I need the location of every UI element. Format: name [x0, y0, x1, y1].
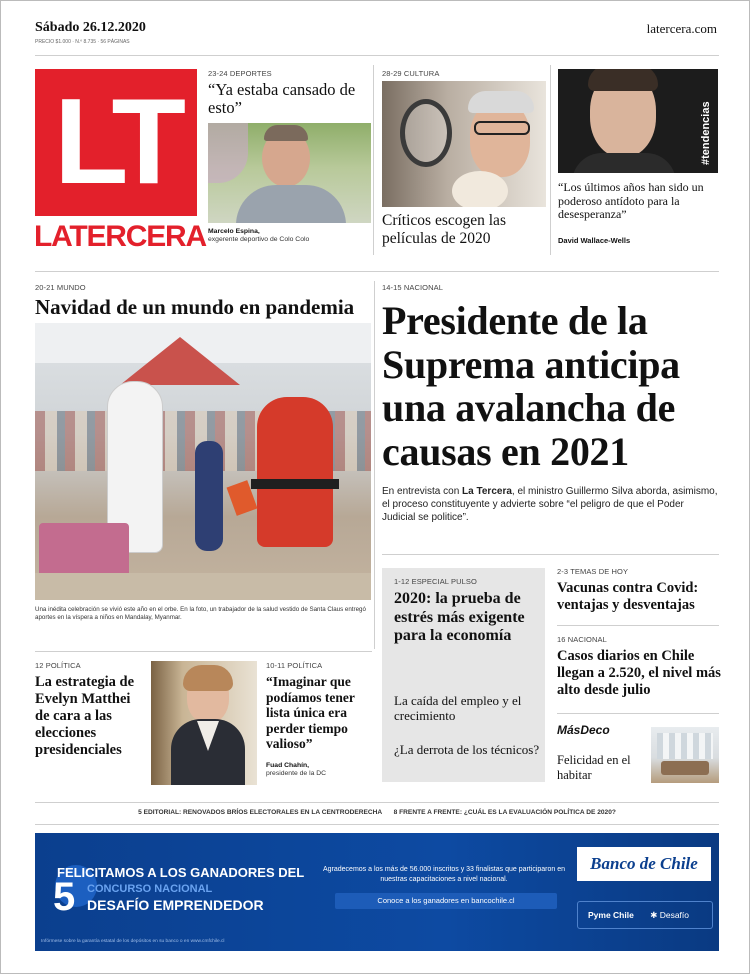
masdeco-headline[interactable]: Felicidad en el habitar	[557, 753, 631, 782]
section-label: 20-21 MUNDO	[35, 283, 86, 292]
pulso-sub1: La caída del empleo y el crecimiento	[394, 693, 522, 723]
masdeco-brand: MásDeco	[557, 723, 610, 737]
ad-line3: DESAFÍO EMPRENDEDOR	[87, 897, 264, 913]
matthei-photo	[151, 661, 257, 785]
pulso-headline: 2020: la prueba de estrés más exigente para la economía	[394, 590, 525, 644]
ad-thanks: Agradecemos a los más de 56.000 inscritos y 33 finalistas que participaron en nuestras capacitaciones a nivel nacional.	[322, 866, 566, 883]
wallace-wells-photo	[558, 69, 718, 173]
issue-date: Sábado 26.12.2020	[35, 20, 146, 35]
section-label: 16 NACIONAL	[557, 635, 607, 644]
partner-logos	[577, 901, 713, 929]
teaser-deportes-quote[interactable]: “Ya estaba cansado de esto”	[208, 80, 356, 117]
casos-headline[interactable]: Casos diarios en Chile llegan a 2.520, el nivel más alto desde julio	[557, 648, 721, 698]
vacunas-headline[interactable]: Vacunas contra Covid: ventajas y desventajas	[557, 580, 699, 613]
section-label: 28-29 CULTURA	[382, 69, 440, 78]
section-label: 2-3 TEMAS DE HOY	[557, 567, 629, 576]
chahin-caption: Fuad Chahín, presidente de la DC	[266, 762, 327, 778]
pulso-sub2: ¿La derrota de los técnicos?	[394, 742, 540, 757]
pulso-box[interactable]	[382, 568, 545, 782]
tendencias-quote[interactable]: “Los últimos años han sido un poderoso antídoto para la desesperanza”	[558, 180, 704, 221]
bank-ad[interactable]	[35, 833, 719, 951]
ad-line2: CONCURSO NACIONAL	[87, 883, 213, 895]
espina-caption: Marcelo Espina, exgerente deportivo de Colo Colo	[208, 228, 310, 244]
section-label: 12 POLÍTICA	[35, 661, 81, 670]
section-label: 23-24 DEPORTES	[208, 69, 272, 78]
tendencias-author: David Wallace-Wells	[558, 236, 631, 245]
santa-photo	[35, 323, 371, 600]
pyme-chile-logo: Pyme Chile	[588, 910, 634, 920]
edition-line: PRECIO $1.000 · N.º 8.735 · 56 PÁGINAS	[35, 39, 130, 45]
section-label: 14-15 NACIONAL	[382, 283, 444, 292]
ad-legal: Infórmese sobre la garantía estatal de los depósitos en su banco o en www.cmfchile.cl	[41, 939, 225, 944]
logo-name: LATERCERA	[34, 220, 206, 253]
politica1-headline[interactable]: La estrategia de Evelyn Matthei de cara a las elecciones presidenciales	[35, 674, 135, 758]
lead-body: En entrevista con La Tercera, el ministro Guillermo Silva aborda, asimismo, el proceso constituyente y advierte sobre “el peligro de que el Poder Judicial se politice”.	[382, 486, 718, 523]
lead-headline[interactable]: Presidente de la Suprema anticipa una avalancha de causas en 2021	[382, 298, 680, 474]
bank-logo: Banco de Chile	[577, 847, 711, 881]
desafio-logo: Desafío	[659, 910, 689, 920]
ad-cta[interactable]: Conoce a los ganadores en bancochile.cl	[335, 893, 557, 909]
teaser-cultura-headline[interactable]: Críticos escogen las películas de 2020	[382, 212, 506, 247]
santa-caption: Una inédita celebración se vivió este año en el orbe. En la foto, un trabajador de la salud vestido de Santa Claus entregó aportes en la víspera a niños en Mandalay, Myanmar.	[35, 606, 366, 622]
inside-teasers	[35, 809, 719, 816]
editorial-teaser[interactable]: 5 EDITORIAL: RENOVADOS BRÍOS ELECTORALES EN LA CENTRODERECHA	[138, 809, 382, 816]
mundo-headline[interactable]: Navidad de un mundo en pandemia	[35, 295, 355, 319]
section-label: 10-11 POLÍTICA	[266, 661, 323, 670]
ad-line1: FELICITAMOS A LOS GANADORES DEL	[57, 865, 305, 880]
masdeco-photo	[651, 727, 719, 783]
cultura-photo	[382, 81, 546, 207]
section-label: 1-12 ESPECIAL PULSO	[394, 577, 477, 586]
tendencias-badge: #tendencias	[700, 101, 712, 165]
ad-number: 5	[53, 875, 76, 919]
espina-photo	[208, 123, 371, 223]
site-link[interactable]: latercera.com	[646, 21, 717, 36]
politica2-quote[interactable]: “Imaginar que podíamos tener lista única era perder tiempo valioso”	[266, 674, 355, 751]
star-icon: ✱	[650, 910, 658, 920]
frente-teaser[interactable]: 8 FRENTE A FRENTE: ¿CUÁL ES LA EVALUACIÓN POLÍTICA DE 2020?	[393, 809, 616, 816]
logo-mark[interactable]	[35, 69, 197, 216]
logo-letters: LT	[54, 73, 178, 209]
